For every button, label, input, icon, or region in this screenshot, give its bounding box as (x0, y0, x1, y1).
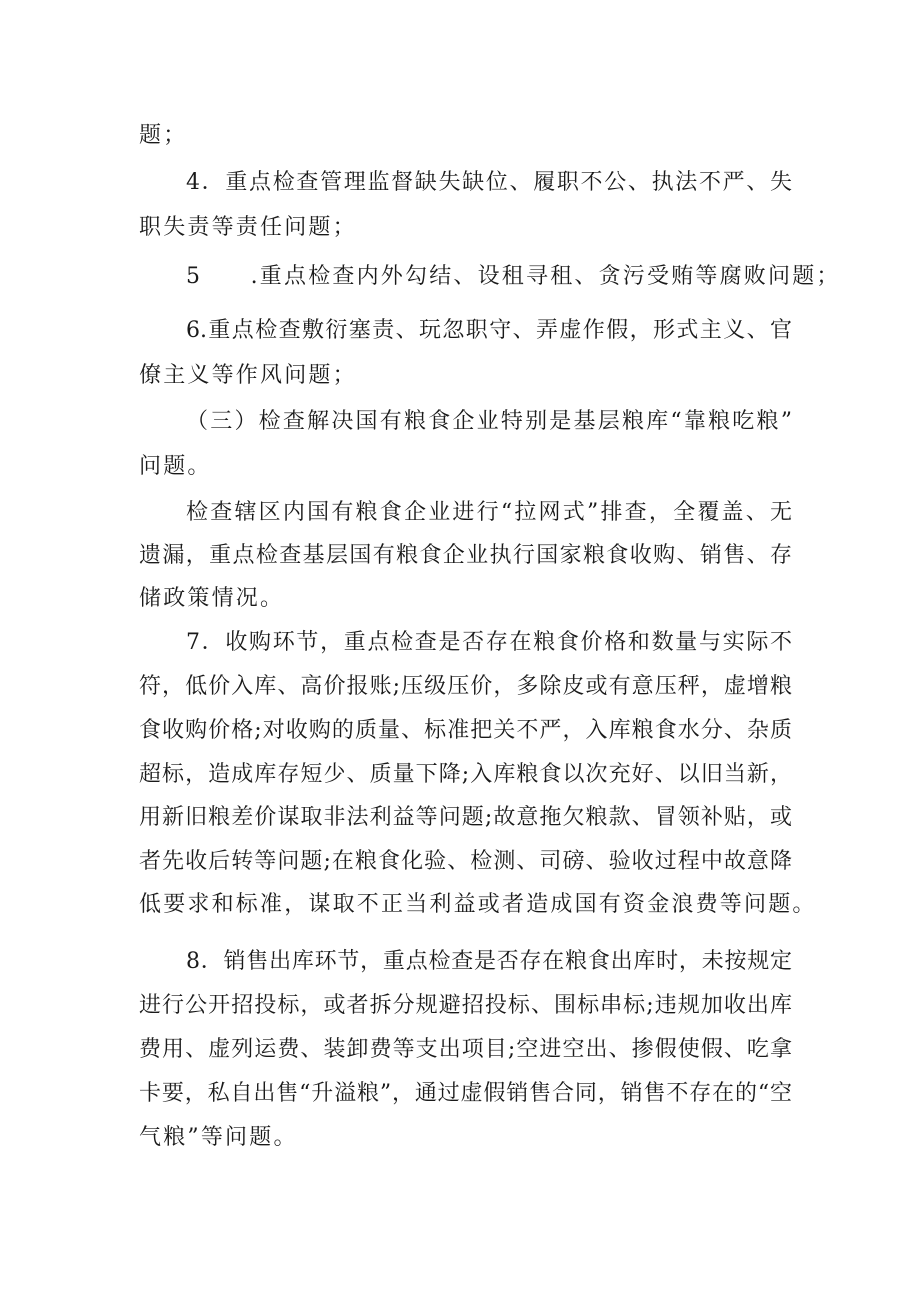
text-line: 题； (139, 123, 188, 148)
text-line: 费用、虚列运费、装卸费等支出项目;空进空出、掺假使假、吃拿 (139, 1037, 792, 1062)
text-line: 僚主义等作风问题； (139, 363, 357, 388)
text-line: 检查辖区内国有粮食企业进行“拉网式”排查，全覆盖、无 (186, 500, 792, 525)
text-line: 6.重点检查敷衍塞责、玩忽职守、弄虚作假，形式主义、官 (186, 318, 792, 343)
text-line: 气粮”等问题。 (139, 1125, 298, 1150)
text-line: 7．收购环节，重点检查是否存在粮食价格和数量与实际不 (186, 630, 792, 655)
text-line: 职失责等责任问题； (139, 215, 357, 240)
text-line: 4．重点检查管理监督缺失缺位、履职不公、执法不严、失 (186, 170, 792, 195)
text-line: 卡要，私自出售“升溢粮”，通过虚假销售合同，销售不存在的“空 (139, 1081, 792, 1106)
text-line: 用新旧粮差价谋取非法利益等问题;故意拖欠粮款、冒领补贴，或 (139, 805, 792, 830)
text-line: 低要求和标准，谋取不正当利益或者造成国有资金浪费等问题。 (139, 892, 817, 917)
text-line: 超标，造成库存短少、质量下降;入库粮食以次充好、以旧当新， (139, 762, 792, 787)
text-line: 符，低价入库、高价报账;压级压价，多除皮或有意压秤，虚增粮 (139, 674, 792, 699)
text-line: 进行公开招投标，或者拆分规避招投标、围标串标;违规加收出库 (139, 993, 792, 1018)
text-line: 食收购价格;对收购的质量、标准把关不严，入库粮食水分、杂质 (139, 718, 792, 743)
text-line: 储政策情况。 (139, 586, 285, 611)
text-line: 问题。 (139, 454, 212, 479)
text-line: 者先收后转等问题;在粮食化验、检测、司磅、验收过程中故意降 (139, 849, 792, 874)
text-line: 遗漏，重点检查基层国有粮食企业执行国家粮食收购、销售、存 (139, 543, 792, 568)
text-line: 8．销售出库环节，重点检查是否存在粮食出库时，未按规定 (186, 949, 792, 974)
text-line: （三）检查解决国有粮食企业特别是基层粮库“靠粮吃粮” (186, 409, 792, 434)
text-line: 5 .重点检查内外勾结、设租寻租、贪污受贿等腐败问题； (186, 264, 841, 289)
